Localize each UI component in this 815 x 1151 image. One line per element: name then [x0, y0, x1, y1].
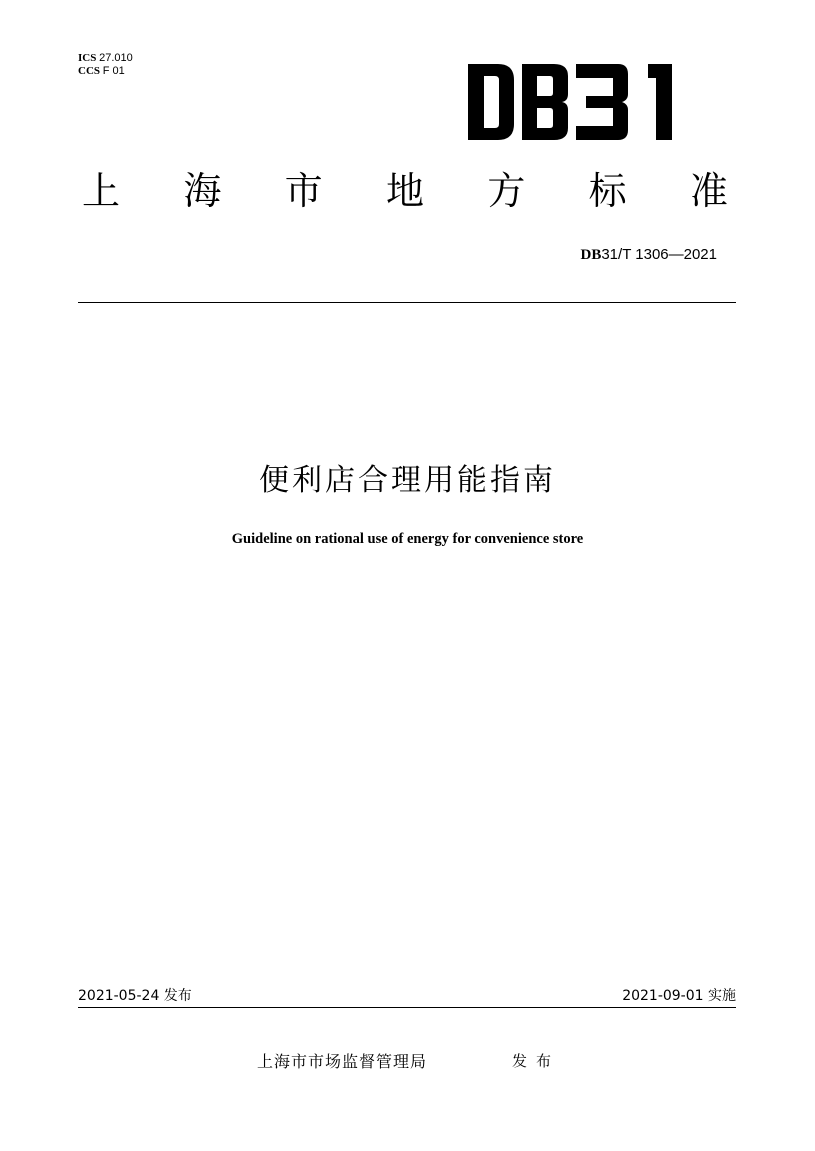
authority-char: 方	[487, 169, 526, 213]
title-english: Guideline on rational use of energy for convenience store	[231, 531, 584, 547]
authority-char: 海	[183, 169, 222, 213]
doc-number-prefix: DB	[580, 247, 602, 263]
doc-number-rest: 31/T 1306—2021	[601, 246, 717, 263]
authority-char: 标	[588, 169, 627, 213]
issuer-action: 发布	[512, 1052, 561, 1070]
issuer-name: 上海市市场监督管理局	[257, 1052, 428, 1071]
effective-date: 2021-09-01 实施	[622, 988, 736, 1004]
authority-char: 地	[385, 169, 424, 213]
document-number	[581, 246, 718, 264]
bottom-divider	[78, 1007, 736, 1008]
ics-code	[78, 52, 133, 65]
title-chinese: 便利店合理用能指南	[259, 463, 556, 498]
authority-name	[82, 168, 728, 214]
top-divider	[78, 302, 736, 303]
authority-char: 准	[689, 169, 728, 213]
ccs-label: CCS	[78, 65, 101, 77]
issue-date: 2021-05-24 发布	[78, 988, 192, 1004]
authority-char: 市	[284, 169, 323, 213]
db31-logo	[468, 64, 690, 140]
ics-label: ICS	[78, 52, 97, 64]
classification-codes	[78, 52, 133, 78]
authority-char: 上	[82, 169, 121, 213]
ics-value: 27.010	[99, 52, 133, 64]
ccs-value: F 01	[102, 65, 125, 77]
ccs-code	[78, 65, 133, 78]
